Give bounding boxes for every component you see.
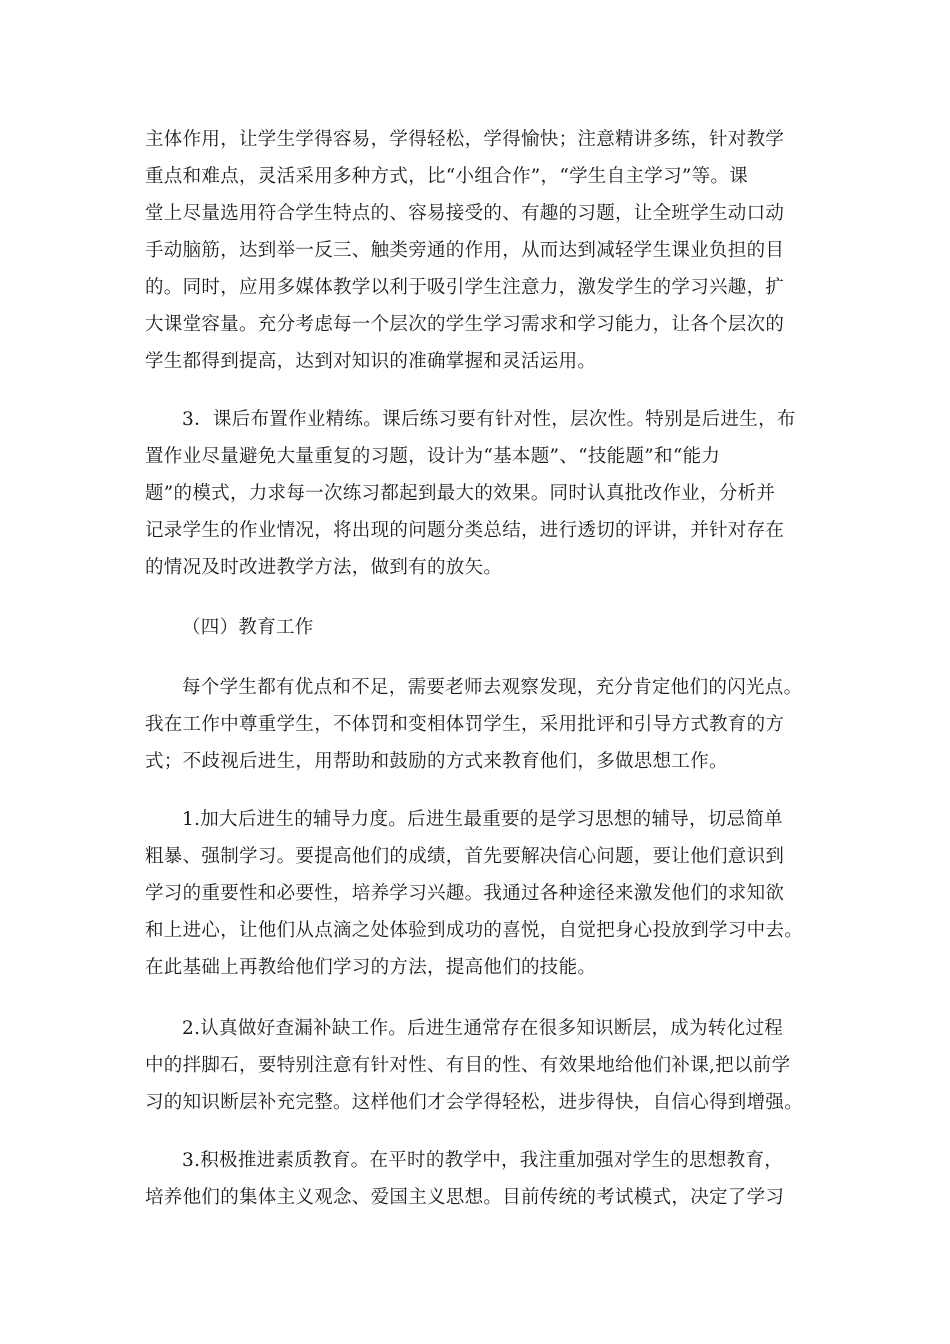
paragraph-teaching-methods [145,121,805,380]
heading-text: （四）教育工作 [182,617,314,638]
text-line: 培养他们的集体主义观念、爱国主义思想。目前传统的考试模式，决定了学习 [145,1187,785,1208]
text-line: 堂上尽量选用符合学生特点的、容易接受的、有趣的习题，让全班学生动口动 [145,203,785,224]
text-line: 学生都得到提高，达到对知识的准确掌握和灵活运用。 [145,351,597,372]
text-line: 在此基础上再教给他们学习的方法，提高他们的技能。 [145,957,597,978]
text-line: 中的拌脚石，要特别注意有针对性、有目的性、有效果地给他们补课,把以前学 [145,1055,791,1076]
text-line: 学习的重要性和必要性，培养学习兴趣。我通过各种途径来激发他们的求知欲 [145,883,785,904]
text-line: 3.积极推进素质教育。在平时的教学中，我注重加强对学生的思想教育， [182,1150,784,1171]
paragraph-homework [145,401,805,586]
paragraph-tutoring [145,801,805,986]
text-line: 置作业尽量避免大量重复的习题，设计为“基本题”、“技能题”和“能力 [145,446,721,467]
paragraph-gap-filling [145,1010,805,1121]
text-line: 主体作用，让学生学得容易，学得轻松，学得愉快；注意精讲多练，针对教学 [145,129,785,150]
text-line: 3．课后布置作业精练。课后练习要有针对性，层次性。特别是后进生，布 [182,409,796,430]
text-line: 记录学生的作业情况，将出现的问题分类总结，进行透切的评讲，并针对存在 [145,520,785,541]
section-heading [145,609,805,646]
text-line: 粗暴、强制学习。要提高他们的成绩，首先要解决信心问题，要让他们意识到 [145,846,785,867]
text-line: 和上进心，让他们从点滴之处体验到成功的喜悦，自觉把身心投放到学习中去。 [145,920,804,941]
text-line: 1.加大后进生的辅导力度。后进生最重要的是学习思想的辅导，切忌简单 [182,809,784,830]
text-line: 重点和难点，灵活采用多种方式，比“小组合作”，“学生自主学习”等。课 [145,166,749,187]
paragraph-quality-education [145,1142,805,1216]
text-line: 大课堂容量。充分考虑每一个层次的学生学习需求和学习能力，让各个层次的 [145,314,785,335]
text-line: 2.认真做好查漏补缺工作。后进生通常存在很多知识断层，成为转化过程 [182,1018,784,1039]
text-line: 式；不歧视后进生，用帮助和鼓励的方式来教育他们，多做思想工作。 [145,751,728,772]
text-line: 题”的模式，力求每一次练习都起到最大的效果。同时认真批改作业，分析并 [145,483,776,504]
text-line: 我在工作中尊重学生，不体罚和变相体罚学生，采用批评和引导方式教育的方 [145,714,785,735]
text-line: 的。同时，应用多媒体教学以利于吸引学生注意力，激发学生的学习兴趣，扩 [145,277,785,298]
text-line: 习的知识断层补充完整。这样他们才会学得轻松，进步得快，自信心得到增强。 [145,1092,804,1113]
text-line: 每个学生都有优点和不足，需要老师去观察发现，充分肯定他们的闪光点。 [182,677,803,698]
paragraph-education-intro [145,669,805,780]
text-line: 手动脑筋，达到举一反三、触类旁通的作用，从而达到减轻学生课业负担的目 [145,240,785,261]
text-line: 的情况及时改进教学方法，做到有的放矢。 [145,557,503,578]
